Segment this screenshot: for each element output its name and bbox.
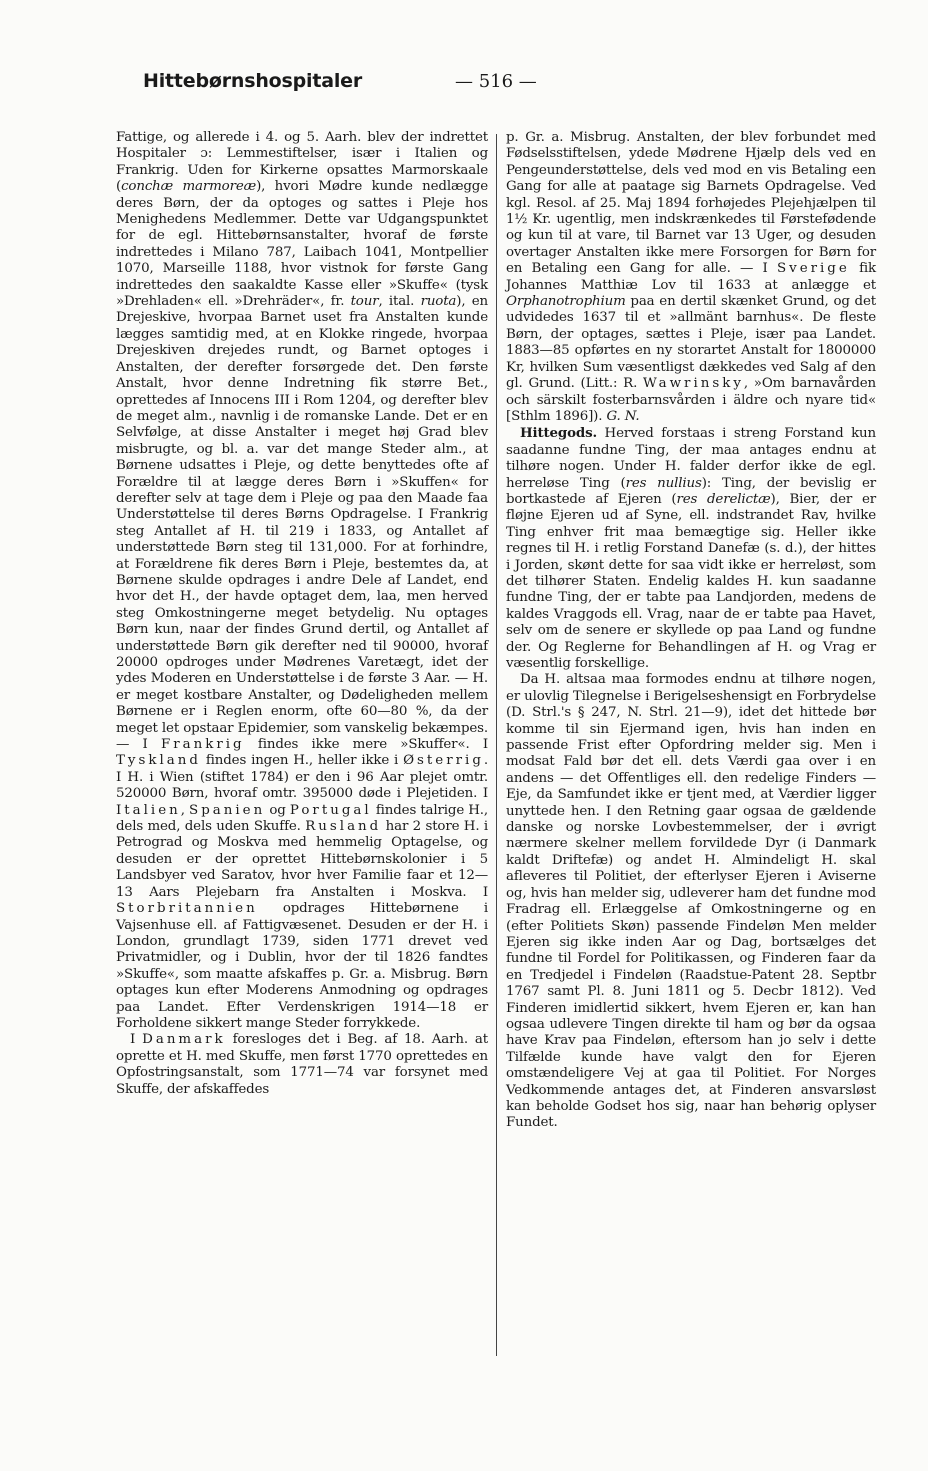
paragraph-hittegods-law: Da H. altsaa maa formodes endnu at tilhøre nogen, er ulovlig Tilegnelse i Berigelseshensigt en Forbrydelse (D. Strl.'s § 247, N. Strl. 21—9), idet det hittede bør komme til sin Ejermand igen, hvis han inden en passende Frist efter Opfordring melder sig. Men i modsat Fald bør det ell. dets Værdi gaa over i en andens — det Offentliges ell. den redelige Finders — Eje, da Samfundet ikke er tjent med, at Værdier ligger unyttede hen. I den Retning gaar ogsaa de gældende danske og norske Lovbestemmelser, der i øvrigt nærmere skelner mellem forvildede Dyr (i Danmark kaldt Driftefæ) og andet H. Almindeligt H. skal afleveres til Politiet, der efterlyser Ejeren i Aviserne og, hvis han melder sig, udleverer ham det fundne mod Fradrag ell. Erlæggelse af Omkostningerne og en (efter Politiets Skøn) passende Findeløn Men melder Ejeren sig ikke inden Aar og Dag, bortsælges det fundne til Fordel for Politikassen, og Finderen faar da en Tredjedel i Findeløn (Raadstue-Patent 28. Septbr 1767 samt Pl. 8. Juni 1811 og 5. Decbr 1812). Ved Finderen imidlertid sikkert, hvem Ejeren er, kan han ogsaa udlevere Tingen direkte til ham og bør da ogsaa have Krav paa Findeløn, eftersom han jo selv i dette Tilfælde kunde have valgt den for Ejeren omstændeligere Vej at gaa til Politiet. For Norges Vedkommende antages det, at Finderen ansvarsløst kan beholde Godset hos sig, naar han behørig oplyser Fundet. [506, 672, 876, 1131]
paragraph-hospitaler-history: Fattige, og allerede i 4. og 5. Aarh. blev der indrettet Hospitaler ɔ: Lemmestiftelser, især i Italien og Frankrig. Uden for Kirkerne opsattes Marmorskaale (conchæ marmoreæ), hvori Mødre kunde nedlægge deres Børn, der da optoges og sattes i Pleje hos Menighedens Medlemmer. Dette var Udgangspunktet for de egl. Hittebørnsanstalter, hvoraf de første indrettedes i Milano 787, Laibach 1041, Montpellier 1070, Marseille 1188, hvor vistnok for første Gang indrettedes den saakaldte Kasse eller »Skuffe« (tysk »Drehladen« ell. »Drehräder«, fr. tour, ital. ruota), en Drejeskive, hvorpaa Barnet uset fra Anstalten kunde lægges samtidig med, at en Klokke ringede, hvorpaa Drejeskiven drejedes rundt, og Barnet optoges i Anstalten, der derefter forsørgede det. Den første Anstalt, hvor denne Indretning fik større Bet., oprettedes af Innocens III i Rom 1204, og derefter blev de meget alm., navnlig i de romanske Lande. Det er en Selvfølge, at disse Anstalter i meget høj Grad blev misbrugte, og bl. a. var det mange Steder alm., at Børnene udsattes i Pleje, og dette benyttedes ofte af Forældre til at lægge deres Børn i »Skuffen« for derefter selv at tage dem i Pleje og paa den Maade faa Understøttelse til deres Børns Opdragelse. I Frankrig steg Antallet af H. til 219 i 1833, og Antallet af understøttede Børn steg til 131,000. For at forhindre, at Forældrene fik deres Børn i Pleje, bestemtes da, at Børnene skulde opdrages i andre Dele af Landet, end hvor det H., der havde optaget dem, laa, men herved steg Omkostningerne meget betydelig. Nu optages Børn kun, naar der findes Grund dertil, og Antallet af understøttede Børn gik derefter ned til 90000, hvoraf 20000 opdroges under Mødrenes Varetægt, idet der ydes Moderen en Understøttelse i de første 3 Aar. — H. er meget kostbare Anstalter, og Dødeligheden mellem Børnene er i Reglen enorm, ofte 60—80 %, da der meget let opstaar Epidemier, som vanskelig bekæmpes. — I Frankrig findes ikke mere »Skuffer«. I Tyskland findes ingen H., heller ikke i Østerrig. I H. i Wien (stiftet 1784) er den i 96 Aar plejet omtr. 520000 Børn, hvoraf omtr. 395000 døde i Plejetiden. I Italien, Spanien og Portugal findes talrige H., dels med, dels uden Skuffe. Rusland har 2 store H. i Petrograd og Moskva med hemmelig Optagelse, og desuden er der oprettet Hittebørnskolonier i 5 Landsbyer ved Saratov, hvor hver Familie faar et 12—13 Aars Plejebarn fra Anstalten i Moskva. I Storbritannien opdrages Hittebørnene i Vajsenhuse ell. af Fattigvæsenet. Desuden er der H. i London, grundlagt 1739, siden 1771 drevet ved Privatmidler, og i Dublin, hvor der til 1826 fandtes »Skuffe«, som maatte afskaffes p. Gr. a. Misbrug. Børn optages kun efter Moderens Anmodning og opdrages paa Landet. Efter Verdenskrigen 1914—18 er Forholdene sikkert mange Steder forrykkede. [116, 130, 489, 1031]
entry-headword: Hittegods. [520, 425, 597, 442]
page-number: — 516 — [455, 71, 537, 92]
running-head: Hittebørnshospitaler [143, 70, 362, 92]
entry-hittegods: Hittegods. Herved forstaas i streng Forstand kun saadanne fundne Ting, der maa antages endnu at tilhøre nogen. Under H. falder derfor ikke de egl. herreløse Ting (res nullius): Ting, der bevislig er bortkastede af Ejeren (res derelictæ), Bier, der er fløjne Ejeren ud af Syne, ell. indstrandet Rav, hvilke Ting enhver frit maa bemægtige sig. Heller ikke regnes til H. i retlig Forstand Danefæ (s. d.), der hittes i Jorden, skønt dette for saa vidt ikke er herreløst, som det tilhører Staten. Endelig kaldes H. kun saadanne fundne Ting, der er tabte paa Landjorden, medens de kaldes Vraggods ell. Vrag, naar de er tabte paa Havet, selv om de senere er skyllede op paa Land og fundne der. Og Reglerne for Behandlingen af H. og Vrag er væsentlig forskellige. [506, 425, 877, 671]
column-divider [496, 134, 497, 1356]
right-column [506, 130, 876, 1132]
paragraph-danmark: I Danmark foresloges det i Beg. af 18. Aarh. at oprette et H. med Skuffe, men først 1770 oprettedes en Opfostringsanstalt, som 1771—74 var forsynet med Skuffe, der afskaffedes [116, 1032, 488, 1097]
paragraph-danmark-continued: p. Gr. a. Misbrug. Anstalten, der blev forbundet med Fødselsstiftelsen, ydede Mødrene Hjælp dels ved en Pengeunderstøttelse, dels ved mod en vis Betaling een Gang for alle at paatage sig Barnets Opdragelse. Ved kgl. Resol. af 25. Maj 1894 forhøjedes Plejehjælpen til 1½ Kr. ugentlig, men indskrænkedes til Førstefødende og kun til at vare, til Barnet var 13 Uger, og desuden overtager Anstalten ikke mere Forsorgen for Børn for en Betaling een Gang for alle. — I Sverige fik Johannes Matthiæ Lov til 1633 at anlægge et Orphanotrophium paa en dertil skænket Grund, og det udvidedes 1637 til et »allmänt barnhus«. De fleste Børn, der optages, sættes i Pleje, især paa Landet. 1883—85 opførtes en ny storartet Anstalt for 1800000 Kr, hvilken Sum væsentligst dækkedes ved Salg af den gl. Grund. (Litt.: R. Wawrinsky, »Om barnavården och särskilt fosterbarnsvården i äldre och nyare tid« [Sthlm 1896]). G. N. [506, 130, 876, 424]
left-column [116, 130, 488, 1098]
page-header [143, 70, 883, 104]
